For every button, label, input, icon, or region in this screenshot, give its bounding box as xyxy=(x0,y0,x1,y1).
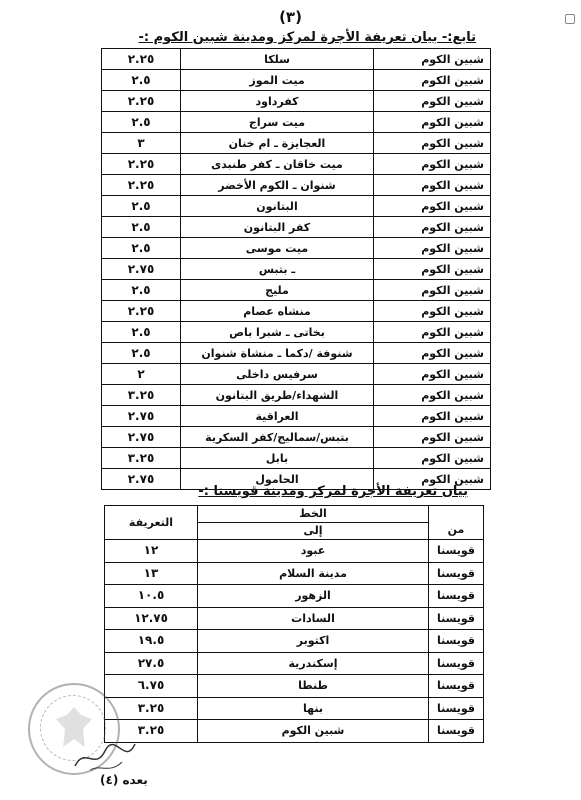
table-row xyxy=(102,448,491,469)
section1-heading: تابع:- بيان تعريفة الأجرة لمركز ومدينة شبين الكوم :- xyxy=(138,30,476,45)
cell-fare: ٢.٢٥ xyxy=(102,175,181,196)
cell-from: قويسنا xyxy=(429,675,484,698)
table-row xyxy=(102,217,491,238)
cell-from: شبين الكوم xyxy=(374,238,491,259)
cell-from: شبين الكوم xyxy=(374,280,491,301)
cell-to: طنطا xyxy=(198,675,429,698)
table-row xyxy=(102,385,491,406)
cell-from: شبين الكوم xyxy=(374,469,491,490)
cell-from: شبين الكوم xyxy=(374,133,491,154)
table-row xyxy=(102,259,491,280)
cell-to: ميت خاقان ـ كفر طنبدى xyxy=(181,154,374,175)
cell-from: قويسنا xyxy=(429,540,484,563)
table-row xyxy=(102,196,491,217)
header-route: الخط xyxy=(198,506,429,523)
cell-fare: ٢.٥ xyxy=(102,343,181,364)
cell-to: شبين الكوم xyxy=(198,720,429,743)
cell-to: كفرداود xyxy=(181,91,374,112)
table-row xyxy=(102,322,491,343)
cell-from: شبين الكوم xyxy=(374,448,491,469)
table-row xyxy=(102,301,491,322)
cell-to: العجايزة ـ ام خنان xyxy=(181,133,374,154)
cell-from: شبين الكوم xyxy=(374,196,491,217)
cell-from: قويسنا xyxy=(429,607,484,630)
cell-to: عبود xyxy=(198,540,429,563)
cell-from: شبين الكوم xyxy=(374,259,491,280)
cell-fare: ٣.٢٥ xyxy=(105,697,198,720)
cell-fare: ١٢ xyxy=(105,540,198,563)
table-row xyxy=(102,343,491,364)
table-row xyxy=(102,133,491,154)
table-row xyxy=(105,675,484,698)
table-row xyxy=(102,238,491,259)
cell-to: العراقية xyxy=(181,406,374,427)
cell-to: ميت موسى xyxy=(181,238,374,259)
cell-fare: ١٣ xyxy=(105,562,198,585)
cell-fare: ٢.٢٥ xyxy=(102,91,181,112)
page-number: (٣) xyxy=(279,8,302,26)
next-page-note: بعده (٤) xyxy=(100,773,148,787)
table-row xyxy=(102,70,491,91)
cell-to: شنوان ـ الكوم الأخضر xyxy=(181,175,374,196)
header-to: إلى xyxy=(198,523,429,540)
table-row xyxy=(102,175,491,196)
handwritten-signature xyxy=(70,736,140,776)
cell-fare: ٢ xyxy=(102,364,181,385)
cell-to: سلكا xyxy=(181,49,374,70)
cell-from: شبين الكوم xyxy=(374,91,491,112)
cell-to: ميت سراج xyxy=(181,112,374,133)
cell-fare: ٦.٧٥ xyxy=(105,675,198,698)
cell-fare: ٢.٧٥ xyxy=(102,469,181,490)
table-row xyxy=(102,364,491,385)
cell-fare: ٣.٢٥ xyxy=(102,385,181,406)
cell-from: شبين الكوم xyxy=(374,427,491,448)
cell-fare: ٢.٥ xyxy=(102,280,181,301)
table-row xyxy=(105,630,484,653)
table-row xyxy=(105,697,484,720)
cell-to: الشهداء/طريق البتانون xyxy=(181,385,374,406)
cell-from: شبين الكوم xyxy=(374,70,491,91)
cell-fare: ٢.٧٥ xyxy=(102,259,181,280)
cell-to: الحامول xyxy=(181,469,374,490)
cell-fare: ٢.٥ xyxy=(102,238,181,259)
table-row xyxy=(102,406,491,427)
cell-from: قويسنا xyxy=(429,630,484,653)
cell-to: السادات xyxy=(198,607,429,630)
cell-fare: ٢.٢٥ xyxy=(102,301,181,322)
cell-from: شبين الكوم xyxy=(374,301,491,322)
cell-from: شبين الكوم xyxy=(374,154,491,175)
table-row xyxy=(105,720,484,743)
cell-to: كفر البتانون xyxy=(181,217,374,238)
cell-from: شبين الكوم xyxy=(374,364,491,385)
cell-fare: ٢.٢٥ xyxy=(102,154,181,175)
table-row xyxy=(102,49,491,70)
cell-from: قويسنا xyxy=(429,652,484,675)
table-row xyxy=(105,607,484,630)
header-from: من xyxy=(429,506,484,540)
cell-fare: ٢.٥ xyxy=(102,217,181,238)
cell-fare: ٣.٢٥ xyxy=(105,720,198,743)
cell-from: شبين الكوم xyxy=(374,322,491,343)
cell-to: ـ بتبس xyxy=(181,259,374,280)
table-row xyxy=(102,280,491,301)
cell-to: الزهور xyxy=(198,585,429,608)
cell-from: شبين الكوم xyxy=(374,175,491,196)
cell-from: شبين الكوم xyxy=(374,112,491,133)
header-fare: التعريفة xyxy=(105,506,198,540)
cell-from: قويسنا xyxy=(429,697,484,720)
cell-fare: ١٩.٥ xyxy=(105,630,198,653)
table-row xyxy=(105,652,484,675)
cell-to: مليج xyxy=(181,280,374,301)
table-row xyxy=(102,154,491,175)
cell-from: قويسنا xyxy=(429,562,484,585)
cell-fare: ٣ xyxy=(102,133,181,154)
table-row xyxy=(105,562,484,585)
cell-to: اكتوبر xyxy=(198,630,429,653)
table-row xyxy=(102,91,491,112)
cell-fare: ٢.٥ xyxy=(102,112,181,133)
cell-from: قويسنا xyxy=(429,720,484,743)
cell-from: شبين الكوم xyxy=(374,385,491,406)
cell-fare: ١٢.٧٥ xyxy=(105,607,198,630)
cell-to: ميت الموز xyxy=(181,70,374,91)
cell-to: إسكندرية xyxy=(198,652,429,675)
cell-from: قويسنا xyxy=(429,585,484,608)
cell-fare: ٢.٧٥ xyxy=(102,406,181,427)
cell-fare: ٢٧.٥ xyxy=(105,652,198,675)
table-row xyxy=(102,112,491,133)
cell-from: شبين الكوم xyxy=(374,217,491,238)
cell-to: بنها xyxy=(198,697,429,720)
cell-from: شبين الكوم xyxy=(374,406,491,427)
cell-fare: ٢.٢٥ xyxy=(102,49,181,70)
section2-heading: بيان تعريفة الأجرة لمركز ومدينة قويسنا :- xyxy=(198,484,468,499)
cell-fare: ١٠.٥ xyxy=(105,585,198,608)
cell-to: منشاه عصام xyxy=(181,301,374,322)
cell-to: بابل xyxy=(181,448,374,469)
cell-from: شبين الكوم xyxy=(374,49,491,70)
cell-fare: ٢.٥ xyxy=(102,322,181,343)
cell-fare: ٣.٢٥ xyxy=(102,448,181,469)
cell-fare: ٢.٥ xyxy=(102,196,181,217)
cell-fare: ٢.٧٥ xyxy=(102,427,181,448)
quesna-fare-table xyxy=(104,505,484,743)
table-row xyxy=(105,585,484,608)
shebin-fare-table xyxy=(101,48,491,490)
cell-to: بخاتى ـ شبرا باص xyxy=(181,322,374,343)
cell-to: البتانون xyxy=(181,196,374,217)
table-row xyxy=(102,427,491,448)
cell-to: سرفيس داخلى xyxy=(181,364,374,385)
table-row xyxy=(105,540,484,563)
cell-to: مدينة السلام xyxy=(198,562,429,585)
cell-to: شنوفة /دكما ـ منشاة شنوان xyxy=(181,343,374,364)
cell-from: شبين الكوم xyxy=(374,343,491,364)
cell-fare: ٢.٥ xyxy=(102,70,181,91)
cell-to: بتبس/سماليج/كفر السكرية xyxy=(181,427,374,448)
